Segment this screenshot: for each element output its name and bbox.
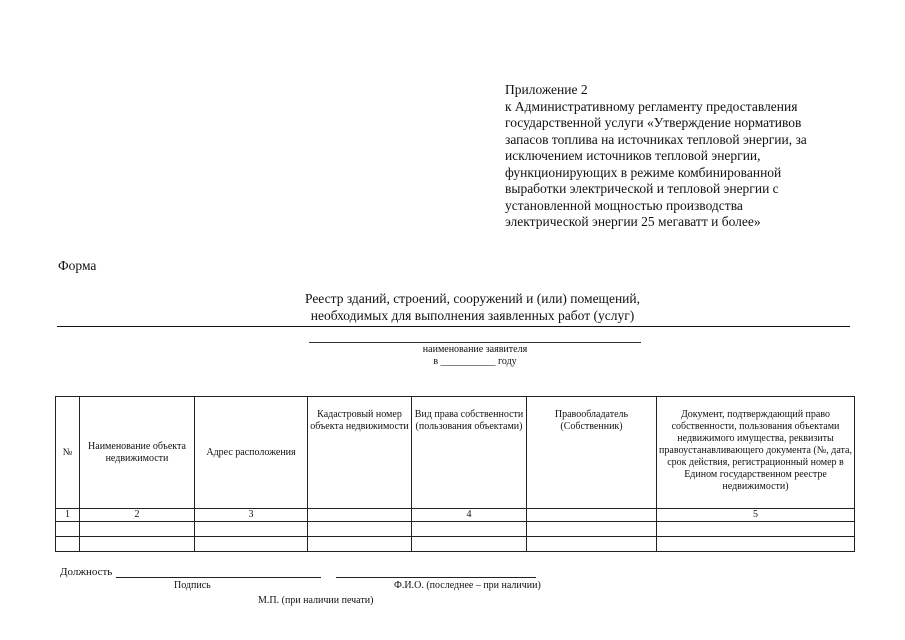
applicant-caption: наименование заявителя: [422, 344, 528, 355]
table-cell: [657, 522, 855, 537]
header-cadastral-number: Кадастровый номер объекта недвижимости: [308, 397, 412, 509]
annex-line: к Административному регламенту предоставления: [505, 98, 798, 114]
table-cell: [412, 522, 527, 537]
full-name-line: [336, 577, 536, 578]
table-cell: [308, 522, 412, 537]
table-cell: [56, 522, 80, 537]
table-cell: [308, 537, 412, 552]
table-cell: [527, 537, 657, 552]
header-right-type: Вид права собственности (пользования объектами): [412, 397, 527, 509]
stamp-caption: М.П. (при наличии печати): [258, 595, 374, 606]
header-document: Документ, подтверждающий право собственности, пользования объектами недвижимого имущества, реквизиты правоустанавливающего документа (№, дата, срок действия, регистрационный номер в Едином государственном реестре недвижимости): [657, 397, 855, 509]
document-title: [200, 290, 745, 324]
title-line-1: Реестр зданий, строений, сооружений и (или) помещений,: [304, 291, 640, 306]
table-cell: [195, 537, 308, 552]
title-line-2: необходимых для выполнения заявленных работ (услуг): [310, 308, 635, 323]
column-number-cell: 3: [195, 509, 308, 522]
annex-line: исключением источников тепловой энергии,: [505, 148, 761, 163]
header-object-name: Наименование объекта недвижимости: [80, 397, 195, 509]
table-cell: [56, 537, 80, 552]
table-cell: [195, 522, 308, 537]
column-number-cell: 5: [657, 509, 855, 522]
annex-line: функционирующих в режиме комбинированной: [505, 164, 782, 180]
annex-line: запасов топлива на источниках тепловой энергии, за: [505, 131, 807, 147]
table-row: [56, 509, 855, 522]
header-address: Адрес расположения: [195, 397, 308, 509]
registry-table: [55, 396, 855, 552]
position-label: Должность: [60, 566, 113, 578]
signature-line: [116, 577, 321, 578]
table-cell: [657, 537, 855, 552]
table-row: [56, 522, 855, 537]
title-underline: [57, 326, 850, 327]
column-number-cell: [308, 509, 412, 522]
table-cell: [80, 522, 195, 537]
annex-line: выработки электрической и тепловой энергии с: [505, 181, 779, 196]
year-line: в ___________ году: [433, 356, 517, 367]
table-cell: [412, 537, 527, 552]
table-header-row: [56, 397, 855, 509]
applicant-name-line: [309, 342, 641, 343]
column-number-cell: [527, 509, 657, 522]
column-number-cell: 1: [56, 509, 80, 522]
table-cell: [80, 537, 195, 552]
annex-header: [505, 82, 865, 231]
column-number-cell: 2: [80, 509, 195, 522]
header-right-holder: Правообладатель (Собственник): [527, 397, 657, 509]
header-number: №: [56, 397, 80, 509]
signature-caption: Подпись: [174, 580, 211, 591]
table-row: [56, 537, 855, 552]
annex-line: установленной мощностью производства: [505, 197, 743, 213]
full-name-caption: Ф.И.О. (последнее – при наличии): [394, 580, 541, 591]
table-cell: [527, 522, 657, 537]
annex-line: государственной услуги «Утверждение нормативов: [505, 115, 802, 130]
form-label: Форма: [58, 258, 97, 273]
annex-line: электрической энергии 25 мегаватт и более»: [505, 214, 761, 229]
annex-line: Приложение 2: [505, 82, 588, 97]
column-number-cell: 4: [412, 509, 527, 522]
